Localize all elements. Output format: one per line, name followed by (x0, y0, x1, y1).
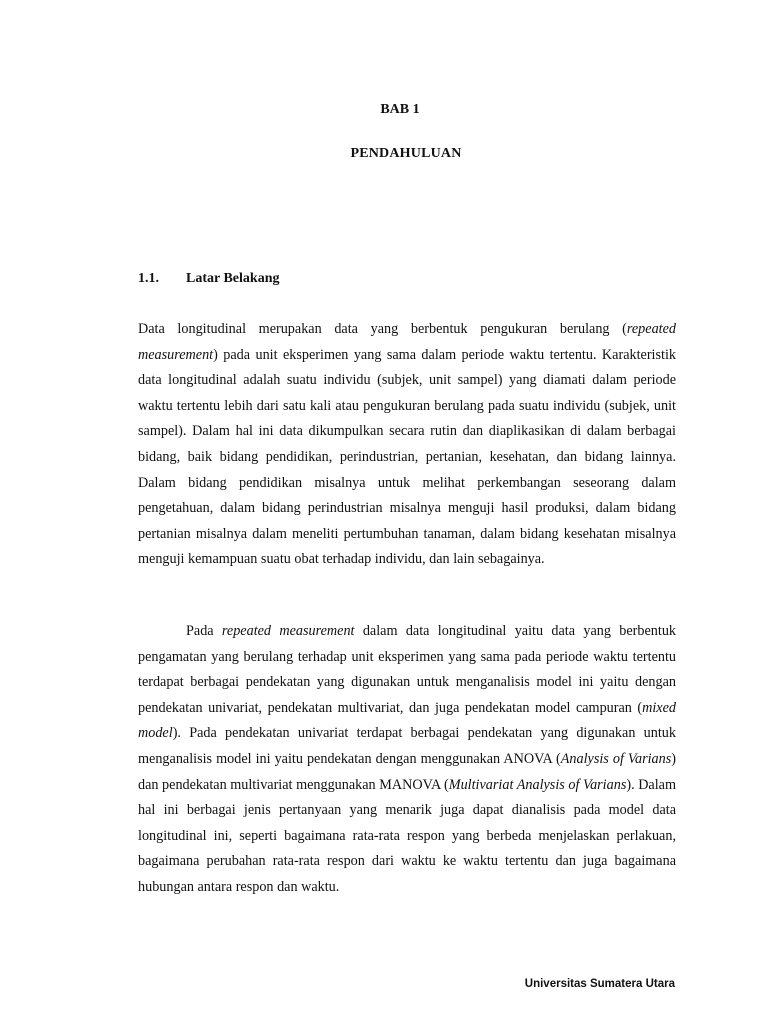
text-run: Data longitudinal merupakan data yang berbentuk pengukuran berulang ( (138, 321, 627, 337)
footer-institution: Universitas Sumatera Utara (524, 978, 675, 990)
section-heading (138, 271, 279, 287)
chapter-label: BAB 1 (380, 102, 420, 117)
paragraph-1 (138, 317, 676, 573)
text-run: ). Dalam hal ini berbagai jenis pertanyaan yang menarik juga dapat dianalisis pada model data longitudinal ini, seperti bagaimana rata-rata respon yang berbeda menjelaskan perlakuan, bagaimana perubahan rata-rata respon dari waktu ke waktu tertentu dan juga bagaimana hubungan antara respon dan waktu. (138, 776, 677, 895)
text-run: Pada (186, 623, 222, 639)
text-run: ) dan pendekatan multivariat menggunakan MANOVA ( (138, 750, 676, 793)
italic-term: repeated measurement (138, 321, 676, 363)
section-number: 1.1. (138, 271, 159, 286)
italic-term: repeated measurement (221, 623, 355, 639)
paragraph-2 (138, 619, 676, 901)
italic-term: Analysis of Varians (560, 750, 672, 767)
section-title: Latar Belakang (186, 271, 280, 286)
text-run: ). Pada pendekatan univariat terdapat berbagai pendekatan yang digunakan untuk menganalisis model ini yaitu pendekatan dengan menggunakan ANOVA ( (138, 725, 676, 767)
chapter-title: PENDAHULUAN (350, 146, 462, 161)
text-run: dalam data longitudinal yaitu data yang berbentuk pengamatan yang berulang terhadap unit eksperimen yang sama pada periode waktu tertentu terdapat berbagai pendekatan yang digunakan untuk menganalisis model ini yaitu dengan pendekatan univariat, pendekatan multivariat, dan juga pendekatan model campuran ( (138, 623, 677, 716)
italic-term: Multivariat Analysis of Varians (448, 776, 627, 793)
italic-term: mixed model (138, 699, 676, 742)
text-run: ) pada unit eksperimen yang sama dalam periode waktu tertentu. Karakteristik data longitudinal adalah suatu individu (subjek, unit sampel) yang diamati dalam periode waktu tertentu lebih dari satu kali atau pengukuran berulang pada suatu individu (subjek, unit sampel). Dalam hal ini data dikumpulkan secara rutin dan diaplikasikan di dalam berbagai bidang, baik bidang pendidikan, perindustrian, pertanian, kesehatan, dan bidang lainnya. Dalam bidang pendidikan misalnya untuk melihat perkembangan seseorang dalam pengetahuan, dalam bidang perindustrian misalnya menguji hasil produksi, dalam bidang pertanian misalnya dalam meneliti pertumbuhan tanaman, dalam bidang kesehatan misalnya menguji kemampuan suatu obat terhadap individu, dan lain sebagainya. (138, 346, 676, 568)
